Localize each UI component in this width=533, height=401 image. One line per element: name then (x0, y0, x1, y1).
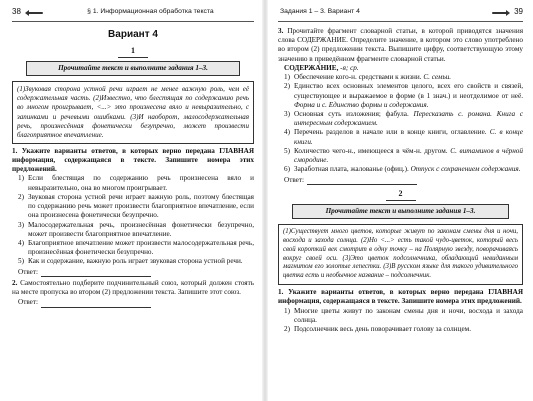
option-number: 2) (284, 325, 290, 334)
definition-number: 6) (284, 165, 290, 174)
instruction-banner: Прочитайте текст и выполните задания 1–3. (292, 204, 509, 219)
definition-number: 2) (284, 82, 290, 91)
dictionary-definition (284, 165, 523, 174)
question-number: 2. (12, 278, 18, 287)
answer-label: Ответ: (284, 175, 305, 184)
option-text: Малосодержательная речь, произнесённая фонетически безупречно, может произвести благоприятное впечатление. (28, 220, 254, 238)
question-2 (12, 279, 254, 297)
arrow-marker-icon (25, 10, 43, 16)
question-number: 1. (278, 288, 284, 297)
question-3 (278, 27, 523, 64)
definition-example: С. витаминов в чёрной смородине. (294, 146, 523, 165)
answer-line-q3 (284, 176, 523, 185)
question-number: 1. (12, 146, 18, 155)
task-block-number: 1 (118, 46, 148, 58)
dictionary-definition (284, 147, 523, 165)
answer-blank[interactable] (41, 270, 151, 277)
definition-text: Перечень разделов в начале или в конце книги, оглавление. (294, 128, 487, 137)
definition-example: С. семьи. (423, 73, 452, 82)
right-page (268, 0, 533, 401)
question-text: Укажите варианты ответов, в которых верно передана ГЛАВНАЯ (288, 288, 524, 297)
question-number: 3. (278, 27, 284, 35)
definition-number: 1) (284, 73, 290, 82)
definition-number: 3) (284, 109, 290, 118)
definition-example: Отпуск с сохранением содержания. (410, 165, 521, 174)
answer-option (284, 325, 523, 334)
question-1 (12, 147, 254, 175)
left-page (0, 0, 262, 401)
answer-blank[interactable] (41, 301, 151, 308)
answer-line-q2 (18, 298, 254, 307)
definition-number: 4) (284, 128, 290, 137)
definition-example: Пересказать с. романа. Книга с интересным содержанием. (294, 109, 524, 128)
reading-passage: (1)Звуковая сторона устной речи играет не менее важную роль, чем её содержательная часть. (2)Известно, что блестящая по содержанию речь во многом проигрывает, <...> это произнесена вяло и невыразительно, с запинками и речевыми ошибками. (3)И наоборот, малосодержательная речь, произнесённая фонетически безупречно, может произвести благоприятное впечатление. (12, 81, 254, 144)
answer-option (18, 193, 254, 221)
definition-text: Обеспечение кого-н. средствами к жизни. (294, 73, 422, 82)
reading-passage: (1)Существует много цветов, которые живут по законам смены дня и ночи, восхода и захода солнца. (2)Но <...> есть такой чудо-цветок, который весь свой короткий век смотрит в одну точку – на Полярную звезду, поворачиваясь вокруг своей оси. (3)Это цветок подсолнечника, обладающий невиданным магнитом его золотые лепестки. (3)В русском языке для такого удивительного цветка есть и необычное название – подсолнечник. (278, 224, 523, 285)
running-header-title: § 1. Информационная обработка текста (87, 8, 214, 16)
definition-example: С. в конце книги. (294, 128, 523, 146)
left-page-header (12, 6, 254, 22)
answer-option (18, 174, 254, 192)
answer-option (18, 221, 254, 239)
option-text: Подсолнечник весь день поворачивает голову за солнцем. (294, 325, 471, 334)
dictionary-definition (284, 82, 523, 110)
answer-option (18, 257, 254, 266)
answer-line-q1 (18, 268, 254, 277)
definition-text: Заработная плата, жалованье (офиц.). (294, 165, 409, 174)
page-number: 38 (12, 7, 21, 17)
question-text: Укажите варианты ответов, в которых верно передана ГЛАВНАЯ (21, 146, 255, 155)
question-text-rest: информация, содержащаяся в тексте. Запишите номера этих предложений. (12, 156, 254, 174)
arrow-marker-icon (492, 10, 510, 16)
answer-label: Ответ: (18, 298, 39, 307)
task-block-number: 2 (386, 189, 416, 201)
answer-option (18, 239, 254, 257)
option-number: 5) (18, 257, 24, 266)
question-1-variant-2 (278, 288, 523, 306)
option-text: Как и содержание, важную роль играет звуковая сторона устной речи. (28, 257, 243, 266)
running-header-title: Задания 1 – 3. Вариант 4 (280, 8, 360, 16)
definition-number: 5) (284, 146, 290, 155)
variant-title: Вариант 4 (108, 29, 158, 40)
right-page-header (278, 6, 523, 22)
option-text: Многие цветы живут по законам смены дня и ночи, восхода и захода солнца. (294, 306, 523, 324)
option-number: 4) (18, 239, 24, 247)
dictionary-definition (284, 110, 523, 128)
option-number: 1) (284, 306, 290, 315)
option-number: 1) (18, 174, 24, 183)
definition-text: Основная суть изложения; фабула. (294, 109, 409, 118)
option-number: 3) (18, 220, 24, 229)
page-number: 39 (514, 7, 523, 17)
question-text-rest: информация, содержащаяся в тексте. Запишите номера этих предложений. (278, 297, 522, 306)
option-text: Звуковая сторона устной речи играет важную роль, поэтому блестящая по содержанию речь может произвести благоприятное впечатление, если она произнесена фонетически безупречно. (28, 192, 254, 220)
answer-blank[interactable] (307, 178, 417, 185)
definition-text: Количество чего-н., имеющееся в чём-н. другом. (294, 146, 448, 155)
answer-option (284, 307, 523, 325)
option-number: 2) (18, 192, 24, 201)
question-text: Прочитайте фрагмент словарной статьи, в которой приводятся значения слова СОДЕРЖАНИЕ. Определите значение, в котором это слово употреблено во втором (2) предложении текста. Выпишите цифру, соответствующую этому значению в приведённом фрагменте словарной статьи. (278, 27, 523, 63)
headword: СОДЕРЖА́НИЕ, (284, 63, 339, 72)
instruction-banner: Прочитайте текст и выполните задания 1–3. (26, 61, 240, 76)
headword-grammar: -я; ср. (340, 63, 359, 72)
definition-example: Форма и с. Единство формы и содержания. (294, 100, 429, 109)
option-text: Если блестящая по содержанию речь произнесена вяло и невыразительно, она во многом проигрывает. (28, 174, 254, 192)
option-text: Благоприятное впечатление может произвести малосодержательная речь, произнесённая фонетически безупречно. (28, 239, 254, 257)
dictionary-headword (284, 64, 523, 73)
dictionary-definition (284, 73, 523, 82)
definition-text: Единство всех основных элементов целого, всех его свойств и связей, существующее и выражаемое в форме (в 1 знач.) и неотделимое от неё. (294, 82, 523, 100)
dictionary-definition (284, 128, 523, 146)
question-text: Самостоятельно подберите подчинительный союз, который должен стоять на месте пропуска во втором (2) предложении текста. Запишите этот союз. (12, 278, 254, 297)
answer-label: Ответ: (18, 267, 39, 276)
